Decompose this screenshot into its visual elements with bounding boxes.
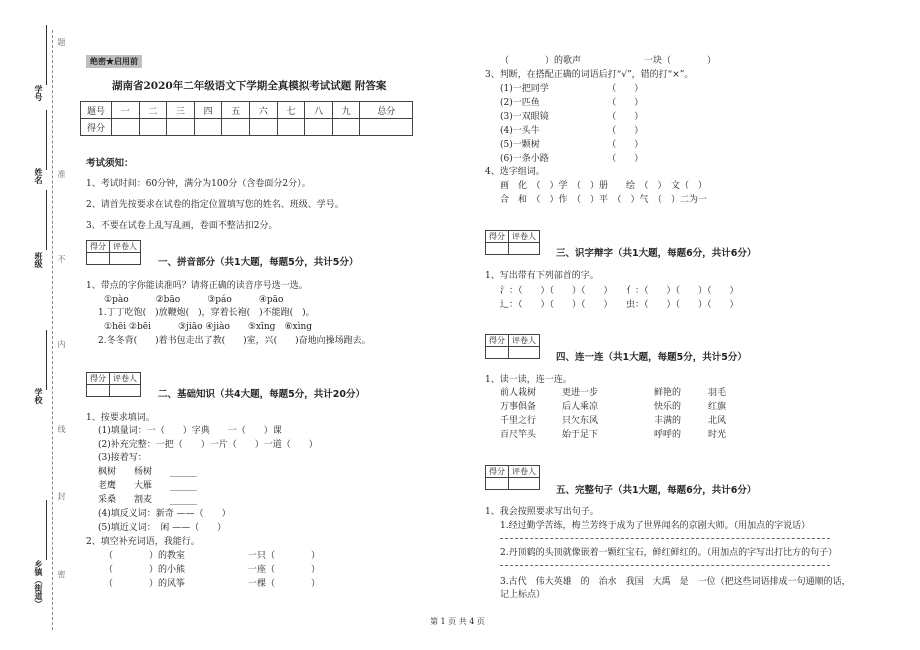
score-input-cell[interactable] [332,119,360,136]
right-line: 4、选字组词。 [485,167,545,177]
margin-label-town: 乡镇（街道） [34,560,44,608]
right-line: (5)一颗树 （ ） [500,140,644,150]
sec1-line: 2.冬冬背( )着书包走出了教( )室，兴( )奋地向操场跑去。 [98,336,371,346]
sec2-line: (1)填量词：一（ ）字典 一（ ）课 [98,426,282,436]
scorebox-input[interactable] [87,385,110,397]
scorebox-label: 评卷人 [509,231,540,243]
match-item[interactable]: 后人乘凉 [562,402,599,412]
right-line: (2)一匹鱼 （ ） [500,98,644,108]
notice-heading: 考试须知： [86,158,134,169]
seal-char-2: 准 [57,170,66,178]
score-table-cell: 总分 [360,102,413,119]
sec2-line: 采桑 割麦 ______ [98,495,198,505]
score-table-cell: 五 [222,102,250,119]
section-title-matching: 四、连一连（共1大题，每题5分，共计5分） [556,352,747,363]
sec1-line: ①pào ②bāo ③páo ④pāo [104,295,284,305]
sec4-intro: 1、读一读，连一连。 [485,375,572,385]
score-table-cell: 题号 [81,102,112,119]
section-title-pinyin: 一、拼音部分（共1大题，每题5分，共计5分） [158,257,359,268]
sec3-line: 氵：（ ）（ ）（ ） 亻：（ ）（ ）（ ） [500,286,739,296]
score-input-cell[interactable] [194,119,222,136]
notice-item: 1、考试时间：60分钟，满分为100分（含卷面分2分）。 [86,179,311,189]
right-line: (1)一把同学 （ ） [500,84,644,94]
right-line: （ ）的歌声 一块（ ） [500,56,717,66]
sec2-line: 1、按要求填词。 [86,413,155,423]
match-item[interactable]: 百尺竿头 [500,430,537,440]
scorebox-label: 得分 [486,466,509,478]
scorebox-input[interactable] [110,385,141,397]
sec2-line: 枫树 杨树 ______ [98,467,198,477]
sec5-line: 1、我会按照要求写出句子。 [485,507,599,517]
scorebox-label: 得分 [486,335,509,347]
sec2-line: （ ）的小熊 一座（ ） [104,565,321,575]
seal-char-3: 不 [57,255,66,263]
margin-label-school: 学校 [34,388,44,404]
sec3-line: 1、写出带有下列部首的字。 [485,271,599,281]
scorebox-label: 得分 [486,231,509,243]
scorebox-input[interactable] [509,478,540,490]
match-item[interactable]: 只欠东风 [562,416,599,426]
match-item[interactable]: 丰满的 [654,416,682,426]
score-input-cell[interactable] [222,119,250,136]
score-table-cell: 六 [250,102,278,119]
right-line: (6)一条小路 （ ） [500,154,644,164]
scorebox-label: 评卷人 [509,335,540,347]
right-line: (4)一头牛 （ ） [500,126,644,136]
sec2-line: （ ）的教室 一只（ ） [104,551,321,561]
scorebox-label: 评卷人 [509,466,540,478]
scorebox-input[interactable] [110,253,141,265]
sec5-line: 2.丹顶鹤的头顶就像嵌着一颗红宝石，鲜红鲜红的。（用加点的字写出打比方的句子） [500,548,838,558]
score-input-cell[interactable] [305,119,333,136]
sec3-line: 辶：（ ）（ ）（ ） 虫：（ ）（ ）（ ） [500,300,739,310]
section-title-characters: 三、识字辩字（共1大题，每题6分，共计6分） [556,248,757,259]
margin-label-name: 姓名 [34,168,44,184]
score-table-cell: 七 [277,102,305,119]
section-score-box [485,230,540,255]
scorebox-input[interactable] [486,347,509,359]
sec2-line: (3)接着写： [98,453,147,463]
match-item[interactable]: 鲜艳的 [654,388,682,398]
margin-label-class: 班级 [34,252,44,268]
score-input-cell[interactable] [250,119,278,136]
score-table-cell: 得分 [81,119,112,136]
score-input-cell[interactable] [277,119,305,136]
match-item[interactable]: 万事俱备 [500,402,537,412]
score-input-cell[interactable] [360,119,413,136]
section-score-box [86,372,141,397]
score-table-cell: 三 [167,102,195,119]
scorebox-input[interactable] [486,243,509,255]
right-line: 合 和 （ ）作 （ ）平 （ ）气 （ ）二为一 [500,195,708,205]
scorebox-input[interactable] [509,243,540,255]
match-item[interactable]: 始于足下 [562,430,599,440]
scorebox-label: 评卷人 [110,241,141,253]
scorebox-label: 评卷人 [110,373,141,385]
score-input-cell[interactable] [112,119,140,136]
score-table-cell: 八 [305,102,333,119]
page-footer: 第 1 页 共 4 页 [430,617,485,626]
notice-item: 2、请首先按要求在试卷的指定位置填写您的姓名、班级、学号。 [86,200,344,210]
score-table-score-row [81,119,413,136]
section-score-box [485,465,540,490]
right-line: 3、判断，在搭配正确的词语后打“√”，错的打“×”。 [485,70,694,80]
sec1-line: 1、带点的字你能读准吗？请将正确的读音序号选一选。 [86,281,308,291]
seal-char-4: 内 [57,340,66,348]
score-table-cell: 一 [112,102,140,119]
sec5-line: 1.经过勤学苦练，梅兰芳终于成为了世界闻名的京剧大师。（用加点的字说话） [500,521,811,531]
section-title-basics: 二、基础知识（共4大题，每题5分，共计20分） [158,389,365,400]
score-table [80,101,413,136]
seal-char-7: 密 [57,570,66,578]
sec2-line: (5)填近义词： 闲 ——（ ） [98,523,227,533]
score-input-cell[interactable] [139,119,167,136]
match-item[interactable]: 前人栽树 [500,388,537,398]
confidential-badge: 绝密★启用前 [86,55,142,68]
match-item[interactable]: 红旗 [708,402,727,412]
right-line: (3)一双眼镜 （ ） [500,112,644,122]
seal-char-6: 封 [57,492,66,500]
match-item[interactable]: 羽毛 [708,388,727,398]
margin-label-student-id: 学号 [34,85,44,101]
right-line: 画 化 （ ）学 （ ）册 绘 （ ） 文（ ） [500,181,708,191]
scorebox-label: 得分 [87,373,110,385]
match-item[interactable]: 时光 [708,430,727,440]
match-item[interactable]: 北风 [708,416,727,426]
answer-line[interactable] [500,538,830,539]
sec5-line: 记上标点） [500,590,546,600]
sec1-line: 1.丁丁吃饱( )放鞭炮( )，穿着长袍( )不能跑( )。 [98,308,315,318]
page-title: 湖南省2020年二年级语文下学期全真模拟考试试题 附答案 [112,80,387,92]
section-score-box [86,240,141,265]
score-table-cell: 二 [139,102,167,119]
scorebox-label: 得分 [87,241,110,253]
seal-char-5: 线 [57,425,66,433]
match-item[interactable]: 呼呼的 [654,430,682,440]
score-table-cell: 九 [332,102,360,119]
score-input-cell[interactable] [167,119,195,136]
score-table-cell: 四 [194,102,222,119]
section-score-box [485,334,540,359]
sec2-line: (4)填反义词：新奇 ——（ ） [98,509,231,519]
answer-line[interactable] [500,565,830,566]
sec2-line: 2、填空补充词语，我能行。 [86,537,200,547]
scorebox-input[interactable] [87,253,110,265]
sec2-line: （ ）的风筝 一棵（ ） [104,579,321,589]
sec5-line: 3.古代 伟大英雄 的 治水 我国 大禹 是 一位（把这些词语排成一句通顺的话， [500,577,851,587]
scorebox-input[interactable] [509,347,540,359]
score-table-header-row [81,102,413,119]
sec2-line: (2)补充完整：一把（ ）一片（ ）一道（ ） [98,440,318,450]
sec2-line: 老鹰 大雁 ______ [98,481,198,491]
match-item[interactable]: 快乐的 [654,402,682,412]
notice-item: 3、不要在试卷上乱写乱画，卷面不整洁扣2分。 [86,221,278,231]
scorebox-input[interactable] [486,478,509,490]
seal-char-1: 题 [57,38,66,46]
sec1-line: ①hēi ②bēi ③jiāo ④jiào ⑤xīng ⑥xìng [104,322,313,332]
match-item[interactable]: 更进一步 [562,388,599,398]
match-item[interactable]: 千里之行 [500,416,537,426]
section-title-sentences: 五、完整句子（共1大题，每题6分，共计6分） [556,485,757,496]
